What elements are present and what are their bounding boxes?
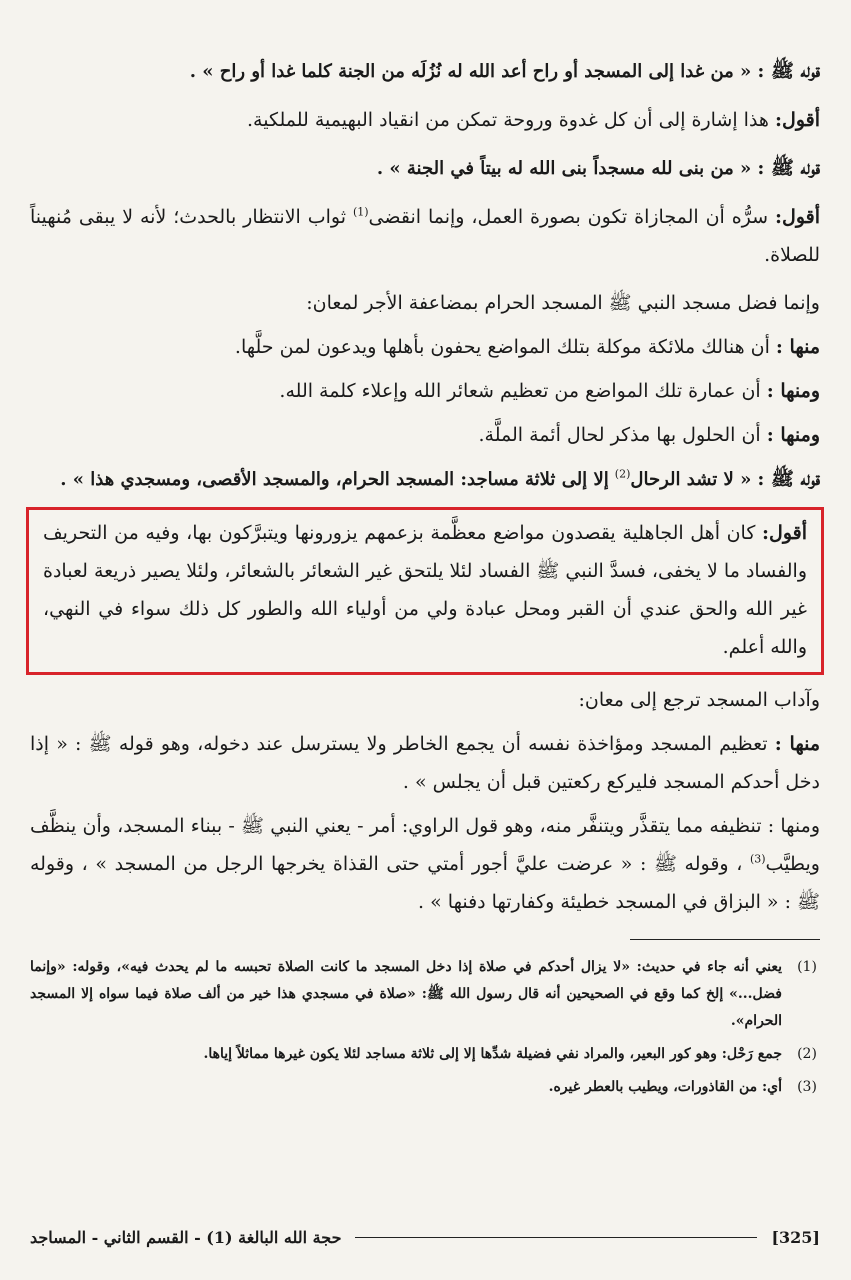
paragraph-lead: قوله ﷺ : (757, 157, 820, 179)
page-number: [325] (771, 1228, 820, 1247)
paragraph-lead: ومنها : (766, 380, 820, 402)
paragraph-5 (30, 284, 820, 322)
paragraph-text: « لا تشد الرحال (630, 469, 752, 490)
paragraph-10 (30, 681, 820, 719)
paragraph-text: أن عمارة تلك المواضع من تعظيم شعائر الله وإعلاء كلمة الله. (279, 380, 761, 402)
paragraph-text: أن الحلول بها مذكر لحال أئمة الملَّة. (478, 424, 761, 446)
paragraph-lead: قوله ﷺ : (757, 60, 820, 82)
paragraph-text: سرُّه أن المجازاة تكون بصورة العمل، وإنما انقضى (368, 206, 769, 228)
paragraph-2 (30, 101, 820, 139)
footnote-1 (30, 954, 820, 1035)
highlight-paragraph (43, 514, 807, 666)
paragraph-12 (30, 807, 820, 921)
footnote-3 (30, 1074, 820, 1101)
footnote-2 (30, 1041, 820, 1068)
paragraph-1 (30, 52, 820, 91)
paragraph-7 (30, 372, 820, 410)
paragraph-9 (30, 460, 820, 499)
paragraph-text-continued: إلا إلى ثلاثة مساجد: المسجد الحرام، والمسجد الأقصى، ومسجدي هذا » . (60, 469, 609, 490)
paragraph-lead: ومنها : (766, 424, 820, 446)
footnote-ref[interactable]: (1) (352, 205, 369, 219)
paragraph-text: كان أهل الجاهلية يقصدون مواضع معظَّمة بزعمهم يزورونها ويتبرَّكون بها، وفيه من التحريف والفساد ما لا يخفى، فسدَّ النبي ﷺ الفساد لئلا يلتحق غير الشعائر بالشعائر، ولئلا يصير ذريعة لعبادة غير الله والحق عندي أن القبر ومحل عبادة ولي من أولياء الله والطور كل ذلك سواء في النهي، والله أعلم. (43, 522, 807, 658)
paragraph-text: « من بنى لله مسجداً بنى الله له بيتاً في الجنة » . (376, 158, 752, 179)
paragraph-text: ومنها : تنظيفه مما يتقذَّر ويتنفَّر منه، وهو قول الراوي: أمر - يعني النبي ﷺ - ببناء المسجد، وأن ينظَّف ويطيَّب (30, 815, 820, 875)
paragraph-text: أن هنالك ملائكة موكلة بتلك المواضع يحفون بأهلها ويدعون لمن حلَّها. (234, 336, 770, 358)
footnote-number: (2) (797, 1046, 817, 1062)
paragraph-4 (30, 198, 820, 274)
paragraph-text: « من غدا إلى المسجد أو راح أعد الله له نُزُلَه من الجنة كلما غدا أو راح » . (189, 61, 752, 82)
paragraph-text: وإنما فضل مسجد النبي ﷺ المسجد الحرام بمضاعفة الأجر لمعان: (306, 292, 820, 314)
paragraph-text-continued: ثواب الانتظار بالحدث؛ لأنه لا يبقى مُنهيناً للصلاة. (30, 206, 820, 266)
paragraph-text: تعظيم المسجد ومؤاخذة نفسه أن يجمع الخاطر ولا يسترسل عند دخوله، وهو قوله ﷺ : « إذا دخل أحدكم المسجد فليركع ركعتين قبل أن يجلس » . (30, 733, 820, 793)
footnote-number: (3) (797, 1079, 817, 1095)
paragraph-text: وآداب المسجد ترجع إلى معان: (578, 689, 820, 711)
paragraph-lead: أقول: (775, 109, 820, 131)
footnote-text: يعني أنه جاء في حديث: «لا يزال أحدكم في صلاة إذا دخل المسجد ما كانت الصلاة تحبسه ما لم يحدث فيه»، وقوله: «وإنما فضل...» إلخ كما وقع في الصحيحين أنه قال رسول الله ﷺ: «صلاة في مسجدي هذا خير من ألف صلاة فيما سواه إلا المسجد الحرام». (30, 959, 782, 1029)
paragraph-lead: أقول: (775, 206, 820, 228)
footnote-text: جمع رَحْل: وهو كور البعير، والمراد نفي فضيلة شدِّها إلا إلى ثلاثة مساجد لئلا يكون غيرها مماثلاً إياها. (203, 1046, 782, 1062)
running-title: حجة الله البالغة (1) - القسم الثاني - المساجد (30, 1228, 342, 1247)
page-footer (30, 1228, 820, 1247)
footnote-ref[interactable]: (3) (749, 852, 766, 866)
page-body (30, 52, 820, 1107)
highlighted-passage (26, 507, 824, 675)
paragraph-lead: منها : (775, 336, 820, 358)
paragraph-8 (30, 416, 820, 454)
paragraph-6 (30, 328, 820, 366)
footer-rule (355, 1237, 757, 1238)
footnote-text: أي: من القاذورات، ويطيب بالعطر غيره. (548, 1079, 782, 1095)
footnote-ref[interactable]: (2) (614, 467, 631, 481)
paragraph-lead: أقول: (762, 522, 807, 544)
footnote-number: (1) (797, 959, 817, 975)
paragraph-text-continued: ، وقوله ﷺ : « عرضت عليَّ أجور أمتي حتى القذاة يخرجها الرجل من المسجد » ، وقوله ﷺ : « البزاق في المسجد خطيئة وكفارتها دفنها » . (30, 853, 820, 913)
paragraph-3 (30, 149, 820, 188)
paragraph-lead: قوله ﷺ : (757, 468, 820, 490)
footnote-divider (630, 939, 820, 940)
paragraph-text: هذا إشارة إلى أن كل غدوة وروحة تمكن من انقياد البهيمية للملكية. (247, 109, 769, 131)
paragraph-11 (30, 725, 820, 801)
paragraph-lead: منها : (774, 733, 821, 755)
